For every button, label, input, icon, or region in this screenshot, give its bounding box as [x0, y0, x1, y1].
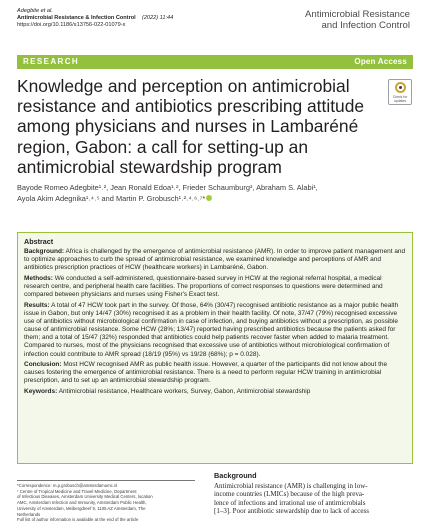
- footnote-affil-2: of Infectious Diseases, Amsterdam University Medical Centers, location: [17, 494, 153, 500]
- background-label: Background:: [24, 248, 65, 256]
- body-background-section: [214, 471, 414, 516]
- body-line3: lence of infections and irrational use of antimicrobials: [214, 498, 366, 507]
- header-journal-name: Antimicrobial Resistance & Infection Control: [17, 15, 136, 22]
- check-for-updates-button[interactable]: [388, 79, 412, 105]
- journal-title-line1: Antimicrobial Resistance: [304, 9, 410, 20]
- keywords-text: Antimicrobial resistance, Healthcare workers, Survey, Gabon, Antimicrobial stewardship: [58, 387, 311, 395]
- keywords-label: Keywords:: [24, 387, 58, 395]
- abstract-conclusion: [24, 361, 406, 385]
- reference-link[interactable]: [1–3].: [214, 507, 231, 516]
- abstract-box: [17, 232, 413, 464]
- abstract-keywords: [24, 388, 406, 396]
- body-heading: Background: [214, 471, 257, 480]
- header-authors: Adegbite et al.: [17, 8, 53, 14]
- footnote-affil-4: University of Amsterdam, Meibergdreef 9, 1105 AZ Amsterdam, The: [17, 505, 146, 511]
- header-citation: [17, 15, 173, 22]
- abstract-methods: [24, 275, 406, 299]
- footnote-full-list: Full list of author information is available at the end of the article: [17, 517, 139, 523]
- article-title: Knowledge and perception on antimicrobial resistance and antibiotics prescribing attitude among physicians and nurses in Lambaréné region, Gabon: a call for setting-up an antimicrobial stewardship program: [17, 76, 365, 177]
- header-issue: (2022) 11:44: [141, 15, 174, 22]
- methods-label: Methods:: [24, 274, 53, 282]
- orcid-icon[interactable]: [206, 195, 212, 201]
- background-text: Africa is challenged by the emergence of antimicrobial resistance (AMR). In order to improve patient management and to optimize approaches to curb the spread of antimicrobial resistance, we examined knowledge and perceptions of AMR and antibiotics prescription practices of HCW (healthcare workers) in Lambaréné, Gabon.: [24, 248, 406, 272]
- authors-line1: Bayode Romeo Adegbite¹˒², Jean Ronald Edoa¹˒², Frieder Schaumburg³, Abraham S. Alabi¹,: [17, 183, 318, 192]
- badge-line2: updates: [393, 99, 407, 103]
- footnote-affil-5: Netherlands: [17, 511, 41, 517]
- body-line2: income countries (LMICs) because of the high preva-: [214, 490, 365, 499]
- conclusion-label: Conclusion:: [24, 361, 62, 369]
- abstract-heading: Abstract: [24, 237, 54, 246]
- authors-line2: [17, 194, 413, 205]
- running-header: [17, 8, 173, 30]
- section-label: RESEARCH: [23, 57, 80, 66]
- check-for-updates-label: [389, 95, 411, 103]
- body-line1: Antimicrobial resistance (AMR) is challenging in low-: [214, 482, 368, 490]
- author-list: [17, 183, 413, 205]
- body-paragraph: [214, 482, 414, 516]
- results-label: Results:: [24, 301, 50, 309]
- header-doi-link[interactable]: https://doi.org/10.1186/s13756-022-01079-x: [17, 22, 126, 29]
- crossmark-icon: [395, 82, 406, 93]
- correspondence-footnote: [17, 480, 195, 523]
- section-banner: [17, 55, 413, 69]
- footnote-email[interactable]: *Correspondence: m.p.grobusch@amsterdamumc.nl: [17, 483, 118, 488]
- open-access-label: Open Access: [354, 57, 407, 66]
- badge-line1: Check for: [392, 95, 408, 99]
- methods-text: We conducted a self-administered, questionnaire-based survey in HCW at the regional referral hospital, a medical research centre, and peripheral health care facilities. The proportions of correct responses to questions were determined and compared between physicians and nurses using Fisher's Exact test.: [24, 274, 383, 299]
- journal-title-line2: and Infection Control: [321, 20, 410, 31]
- conclusion-text: Most HCW recognised AMR as public health issue. However, a quarter of the participants did not know about the causes fostering the emergence of antimicrobial resistance. There is a need to perform regular HCW training in antimicrobial prescription, and to set up an antimicrobial stewardship program.: [24, 361, 388, 385]
- footnote-affil-1: ⁷ Centre of Tropical Medicine and Travel Medicine, Department: [17, 488, 137, 494]
- journal-title: [270, 9, 410, 31]
- authors-line2-text: Ayola Akim Adegnika¹˒⁴˒⁵ and Martin P. Grobusch¹˒²˒⁴˒⁶˒⁷*: [17, 193, 206, 203]
- abstract-background: [24, 248, 406, 272]
- abstract-results: [24, 302, 406, 359]
- results-text: A total of 47 HCW took part in the survey. Of those, 64% (30/47) recognised antibiotic resistance as a major public health issue in Gabon, but only 14/47 (30%) recognised it as a problem in their health facility. Of note, 37/47 (79%) recognised excessive use of antibiotics without microbiological confirmation in case of infection, and buying antibiotics without a prescription, as possible cause of antimicrobial resistance. Some HCW (28%; 13/47) reported having prescribed antibiotics because the patients asked for them; and a total of 15/47 (32%) responded that antibiotics could help patients recover faster when added to malaria treatment. Compared to nurses, most of the physicians recognised that excessive use of antibiotics without microbiological confirmation of infection could contribute to AMR spread (18/19 (95%) vs 19/28 (68%); p = 0.028).: [24, 301, 399, 358]
- body-line4: Poor antibiotic stewardship due to lack of access: [230, 507, 369, 516]
- footnote-affil-3: AMC, Amsterdam Infection and Immunity, Amsterdam Public Health,: [17, 500, 147, 506]
